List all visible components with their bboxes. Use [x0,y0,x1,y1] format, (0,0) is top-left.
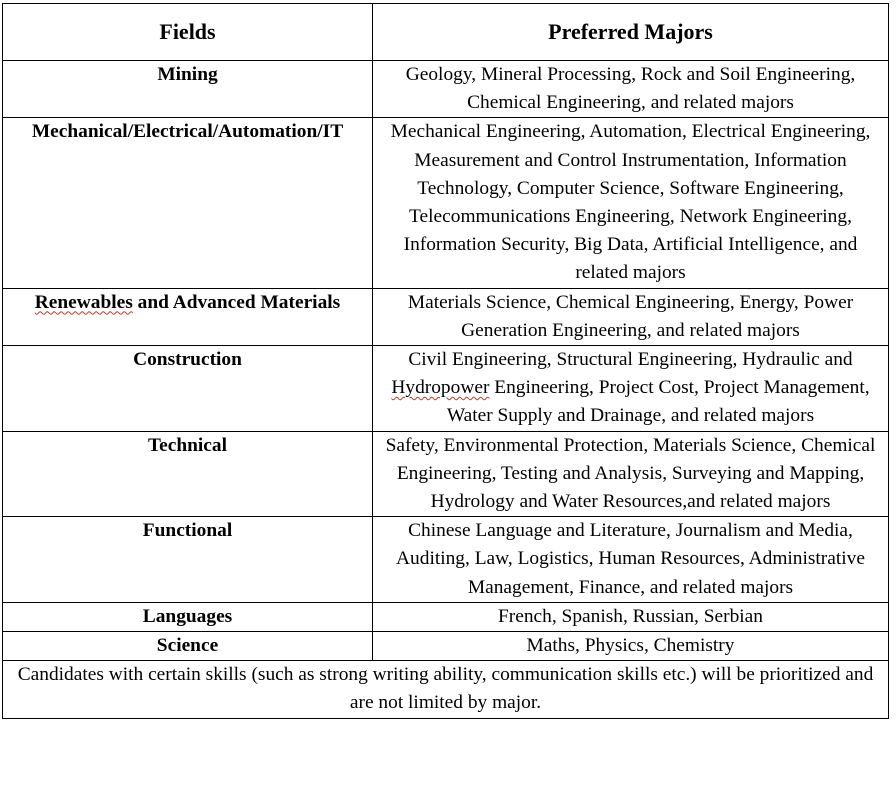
majors-mechanical-electrical-automation-it: Mechanical Engineering, Automation, Electrical Engineering, Measurement and Control Instrumentation, Information Technology, Computer Science, Software Engineering, Telecommunications Engineering, Network Engineering, Information Security, Big Data, Artificial Intelligence, and related majors [373,118,889,288]
header-row [3,4,889,61]
field-mechanical-electrical-automation-it: Mechanical/Electrical/Automation/IT [3,118,373,288]
majors-languages: French, Spanish, Russian, Serbian [373,602,889,631]
field-science: Science [3,632,373,661]
majors-mining: Geology, Mineral Processing, Rock and Soil Engineering, Chemical Engineering, and related majors [373,61,889,118]
spellcheck-flagged-word: Renewables [34,291,133,313]
majors-renewables-advanced-materials: Materials Science, Chemical Engineering, Energy, Power Generation Engineering, and related majors [373,288,889,345]
table-row [3,602,889,631]
majors-text: Engineering, Project Cost, Project Management, Water Supply and Drainage, and related majors [446,377,870,427]
field-functional: Functional [3,517,373,603]
field-text: and Advanced Materials [132,291,341,313]
table-row [3,632,889,661]
field-mining: Mining [3,61,373,118]
table-row [3,346,889,432]
majors-technical: Safety, Environmental Protection, Materials Science, Chemical Engineering, Testing and Analysis, Surveying and Mapping, Hydrology and Water Resources,and related majors [373,431,889,517]
header-fields: Fields [3,4,373,61]
field-languages: Languages [3,602,373,631]
footer-row [3,661,889,718]
table-row [3,517,889,603]
preferred-majors-table [2,3,889,719]
field-construction: Construction [3,346,373,432]
table-row [3,118,889,288]
majors-construction [373,346,889,432]
table-row [3,61,889,118]
majors-functional: Chinese Language and Literature, Journalism and Media, Auditing, Law, Logistics, Human Resources, Administrative Management, Finance, and related majors [373,517,889,603]
field-technical: Technical [3,431,373,517]
majors-science: Maths, Physics, Chemistry [373,632,889,661]
table-row [3,288,889,345]
field-renewables-advanced-materials [3,288,373,345]
footer-note: Candidates with certain skills (such as strong writing ability, communication skills etc.) will be prioritized and are not limited by major. [3,661,889,718]
majors-text: Civil Engineering, Structural Engineering, Hydraulic and [408,349,853,371]
spellcheck-flagged-word: Hydropower [391,377,490,399]
table-row [3,431,889,517]
header-preferred-majors: Preferred Majors [373,4,889,61]
